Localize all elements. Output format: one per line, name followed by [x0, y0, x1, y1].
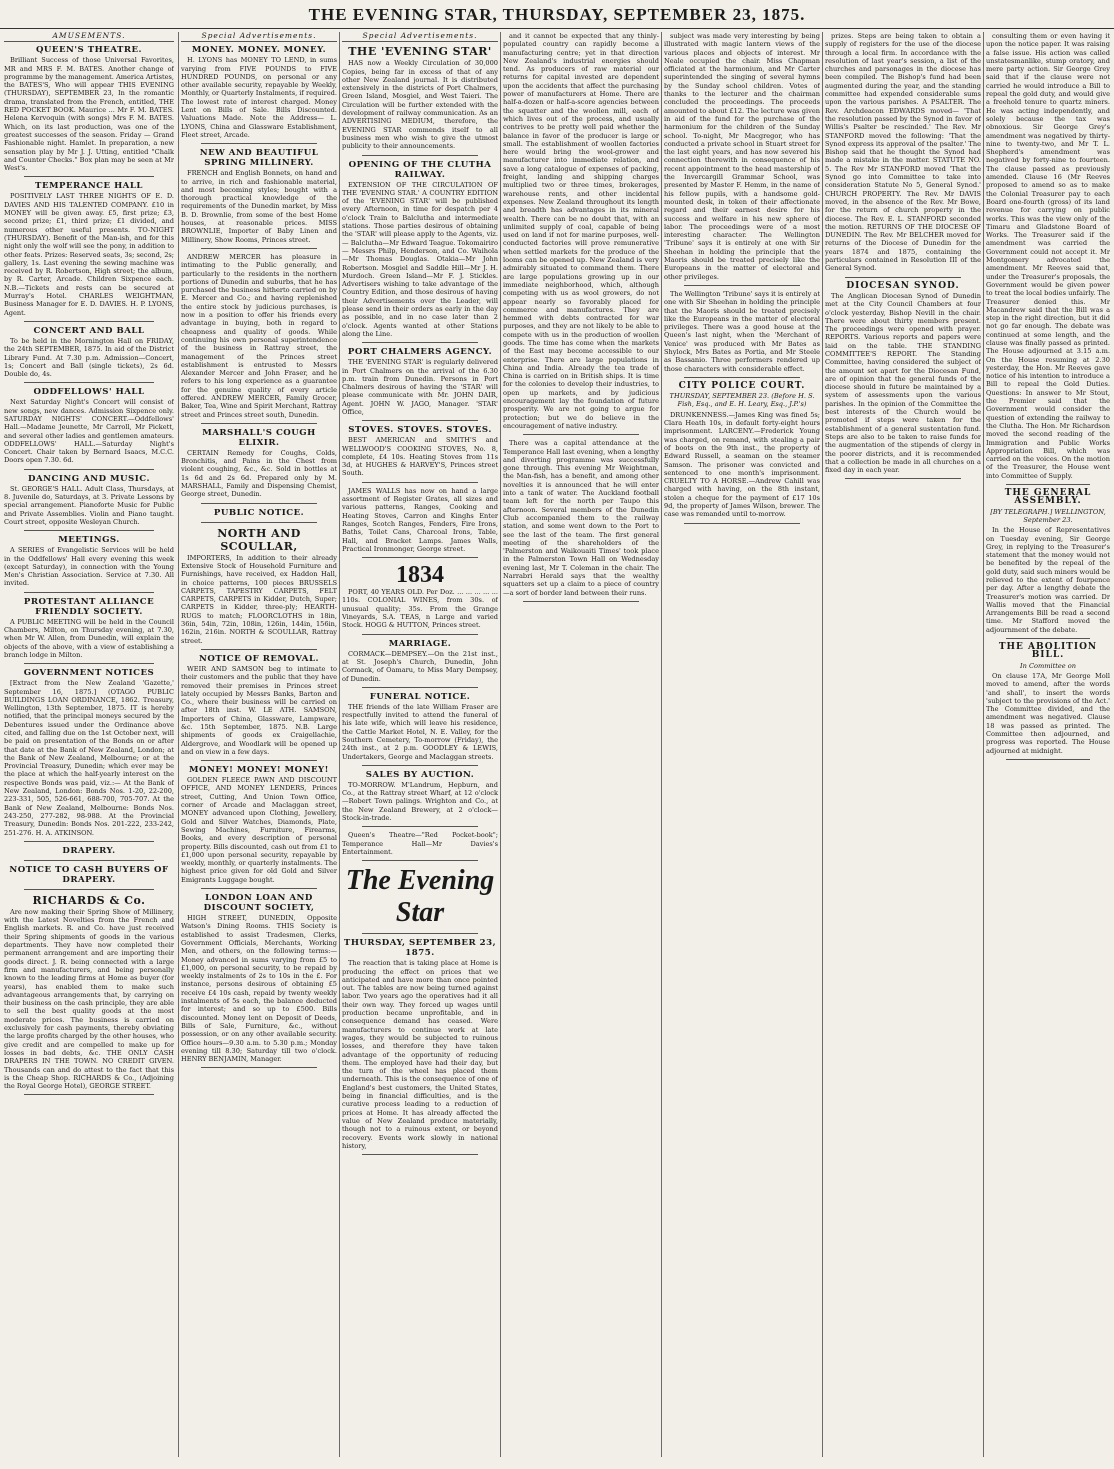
advertisement: [342, 692, 498, 761]
advertisement: [181, 893, 337, 1063]
column-rule: [339, 32, 340, 1457]
ad-heading: THE 'EVENING STAR': [348, 45, 492, 59]
advertisement: [342, 831, 498, 856]
divider: [24, 841, 154, 842]
ad-heading: PUBLIC NOTICE.: [213, 507, 305, 518]
divider: [24, 321, 154, 322]
column-4: [503, 32, 659, 1457]
column-rule: [178, 32, 179, 1457]
divider: [523, 601, 639, 602]
ad-heading: DANCING AND MUSIC.: [28, 473, 150, 484]
article-headline: THE GENERAL ASSEMBLY.: [1004, 488, 1092, 507]
news-article: [986, 643, 1110, 755]
body-text: and it cannot be expected that any thinly-populated country can rapidly become a manufacturing centre; yet in that direction New Zealand's industrial energies should tend. As producers of raw material our returns for capital invested are dependent upon the accidents that affect the purchasing power of manufacturers at Home. There are half-a-dozen or half-a-score agencies between the squatter and the woollen mill, each of which lives out of the process, and usually contrives to be pretty well paid whether the balance in favor of the producer is large or small. The establishment of woollen factories here would bring the wool-grower and manufacturer into immediate relation, and save a long catalogue of expenses of packing, freight, landing and shipping charges multiplied two or three times, brokerages, warehouse rents, and other incidental expenses. New Zealand throughout its length and breadth has advantages in its mineral wealth. There can be no doubt that, with an unlimited supply of coal, capable of being used on land if not for marine purposes, well-conducted factories will prove remunerative when settled markets for the produce of the looms can be opened up. New Zealand is very admirably situated to command them. There are large populations growing up in our immediate neighborhood, which, although competing with us as wool growers, do not appear nearly so favorably placed for commerce and manufactures. They are hemmed with debts contracted for war purposes, and they are not likely to be able to compete with us in the production of woollen goods. The time has come when the markets of the East may become accessible to our enterprise. There are large populations in China and India. Already the tea trade of China is carried on in British ships. It is time for the colonies to develop their industries, to open up markets, and by judicious encouragement lay the foundation of future prosperity. We are not going to argue for protection; but we do believe in the encouragement of native industry.: [503, 32, 659, 430]
body-text: FRENCH and English Bonnets, on hand and to arrive, in rich and fashionable material, and most becoming styles; bought with a thorough practical knowledge of the requirements of the Dunedin market, by Miss B. D. Brownlie, from some of the best Home houses, at reasonable prices. MISS BROWNLIE, Importer of Baby Linen and Millinery, Show Rooms, Princes street.: [181, 169, 337, 244]
advertisement: [4, 45, 174, 172]
divider: [24, 176, 154, 177]
divider: [362, 634, 478, 635]
advertisement: [4, 668, 174, 837]
column-7: [986, 32, 1110, 1457]
news-article: [986, 489, 1110, 634]
ad-heading: 1834: [396, 562, 444, 589]
column-heading: AMUSEMENTS.: [4, 32, 174, 42]
body-text: EXTENSION OF THE CIRCULATION OF THE 'EVENING STAR.' A COUNTRY EDITION of the 'EVENING STAR' will be published every Afternoon, in time for despatch per 4 o'clock Train to Balclutha and intermediate stations. Those parties desirous of obtaining the 'STAR' will please apply to the Agents, viz.— Balclutha—Mr Edward Teague. Tokomairiro — Messrs Philp, Henderson, and Co. Waihola—Mr Thomas Douglas. Otakia—Mr John Robertson. Mosgiel and Saddle Hill—Mr J. H. Murdoch. Green Island—Mr F. J. Stickles. Advertisers wishing to take advantage of the Country Edition, and those desirous of having their Advertisements over the Leader, will please send in their orders as early in the day as possible, and in no case later than 2 o'clock. Agents wanted at other Stations along the Line.: [342, 180, 498, 338]
body-text: IMPORTERS, In addition to their already Extensive Stock of Household Furniture and Furnishings, have received, ex Haddon Hall, in choice patterns, 100 pieces BRUSSELS CARPETS, TAPESTRY CARPETS, FELT CARPETS, CARPETS in Kidder, Dutch, Super; CARPETS in Kidder, three-ply; HEARTH-RUGS to match; FLOORCLOTHS in 18in, 36in, 54in, 72in, 108in, 126in, 144in, 156in, 162in, 216in. NORTH & SCOULLAR, Rattray street.: [181, 553, 337, 645]
ad-heading: NORTH AND SCOULLAR,: [217, 526, 301, 553]
divider: [362, 342, 478, 343]
divider: [24, 382, 154, 383]
body-text: PORT, 40 YEARS OLD. Per Doz. ... ... ... ... ... 110s. COLONIAL WINES, from 30s. of unusual quality; 35s. From the Grange Vineyards, S.A. TEAS, n Large and varied Stock. HOGG & HUTTON, Princes street.: [342, 588, 498, 630]
advertisement: [664, 32, 820, 281]
advertisement: [4, 894, 174, 1091]
advertisement: [181, 527, 337, 645]
ad-heading: NEW AND BEAUTIFUL SPRING MILLINERY.: [199, 148, 319, 169]
article-headline: DIOCESAN SYNOD.: [846, 280, 960, 291]
article-dateline: In Committee on: [1020, 661, 1076, 670]
ad-heading: THURSDAY, SEPTEMBER 23, 1875.: [343, 938, 497, 959]
divider: [201, 503, 317, 504]
divider: [362, 482, 478, 483]
advertisement: [181, 45, 337, 139]
body-text: ANDREW MERCER has pleasure in intimating to the Public generally, and particularly to the residents in the northern portions of Dunedin and suburbs, that he has purchased the business hitherto carried on by E. Mercer and Co.; and having replenished the entire stock by judicious purchases, is now in a position to offer his friends every advantage in buying, both in regard to cheapness and quality of goods. While continuing his own personal superintendence of the business in Rattray street, the management of the Princes street establishment is entrusted to Messrs Alexander Mercer and John Fraser, and he refers to his long experience as a guarantee for the genuine quality of every article offered. ANDREW MERCER, Family Grocer, Baker, Tea, Wine and Spirit Merchant, Rattray street and Princes street south, Dunedin.: [181, 252, 337, 419]
advertisement: [825, 32, 981, 273]
divider: [201, 143, 317, 144]
advertisement: [342, 865, 498, 929]
column-1: [4, 32, 174, 1457]
advertisement: [181, 508, 337, 518]
ad-heading: QUEEN'S THEATRE.: [35, 45, 143, 56]
divider: [24, 530, 154, 531]
advertisement: [4, 597, 174, 659]
divider: [845, 478, 961, 479]
divider: [201, 649, 317, 650]
divider: [362, 155, 478, 156]
paper-title: The Evening Star: [345, 865, 495, 929]
ad-heading: CONCERT AND BALL: [33, 325, 145, 336]
body-text: BEST AMERICAN and SMITH'S and WELLWOOD'S COOKING STOVES, No. 8, complete, £4 10s. Heating Stoves from 11s 3d, at HUGHES & HARVEY'S, Princes street South.: [342, 436, 498, 478]
column-rule: [661, 32, 662, 1457]
ad-heading: GOVERNMENT NOTICES: [23, 668, 155, 679]
body-text: prizes. Steps are being taken to obtain a supply of registers for the use of the diocese through a local firm. In accordance with the resolution of last year's session, a list of the churches and parsonages in the diocese has been compiled. The Bishop's fund had been augmented during the year, and the standing committee had expended considerable sums upon the various parishes. A PSALTER. The Rev. Archdeacon EDWARDS moved— 'That the resolution passed by the Synod in favor of Willis's Psalter be rescinded.' The Rev. Mr STANFORD moved the following: 'That the Synod express its approval of the psalter.' The Bishop said that he thought the Synod had made a mistake in the matter. STATUTE NO. 5. The Rev Mr STANFORD moved 'That the Synod go into Committee to take into consideration Statute No 5, General Synod.' CHURCH PROPERTY. The Rev. Mr DAVIS moved, in the absence of the Rev. Mr Bowe, for the return of church property in the diocese. The Rev. E. L. STANFORD seconded the motion. RETURNS OF THE DIOCESE OF DUNEDIN. The Rev. Mr BELCHER moved for returns of the Diocese of Dunedin for the years 1874 and 1875, containing the particulars contained in Resolution III of the General Synod.: [825, 32, 981, 273]
article-dateline: [BY TELEGRAPH.] WELLINGTON, September 23.: [990, 507, 1106, 524]
advertisement: [342, 347, 498, 416]
ad-heading: OPENING OF THE CLUTHA RAILWAY.: [348, 159, 492, 180]
body-text: The Anglican Diocesan Synod of Dunedin met at the City Council Chambers at four o'clock yesterday, Bishop Nevill in the chair. There were about thirty members present. The proceedings were opened with prayer. REPORTS. Various reports and papers were laid on the table. THE STANDING COMMITTEE'S REPORT. The Standing Committee, having considered the subject of the amount set apart for the Diocesan Fund, are of opinion that the general funds of the diocese should in future be maintained by a system of assessments upon the various parishes. In the opinion of the Committee the best interests of the Church would be promoted if steps were taken for the establishment of a general sustentation fund. Steps are also to be taken to raise funds for the augmentation of the stipends of clergy in the poorer districts, and it is recommended that a collection be made in all churches on a fixed day in each year.: [825, 291, 981, 475]
divider: [684, 377, 800, 378]
ad-heading: MEETINGS.: [58, 535, 120, 546]
divider: [1006, 484, 1090, 485]
column-rule: [983, 32, 984, 1457]
ad-heading: RICHARDS & Co.: [32, 893, 146, 907]
advertisement: [664, 290, 820, 373]
divider: [24, 663, 154, 664]
advertisement: [342, 45, 498, 150]
body-text: DRUNKENNESS.—James King was fined 5s; Clara Heath 10s, in default forty-eight hours imprisonment. LARCENY.—Frederick Young was charged, on remand, with stealing a pair of boots on the 9th inst., the property of Edward Russell, a seaman on the steamer Samson. The prisoner was convicted and sentenced to one month's imprisonment. CRUELTY TO A HORSE.—Andrew Cahill was charged with having, on the 8th instant, stolen a cheque for the payment of £17 10s 9d, the property of James Wilson, brewer. The case was remanded until to-morrow.: [664, 410, 820, 519]
column-5: [664, 32, 820, 1457]
body-text: A PUBLIC MEETING will be held in the Council Chambers, Milton, on Thursday evening, at 7.30, when Mr W. Allen, from Dunedin, will explain the objects of the above, with a view of establishing a branch lodge in Milton.: [4, 617, 174, 659]
body-text: WEIR AND SAMSON beg to intimate to their customers and the public that they have removed their premises in Princes street lately occupied by Messrs Banks, Barton and Co., where their business will be carried on after 18th inst. W. LE ATH. SAMSON, Importers of China, Glassware, Lampware, &c. 15th September, 1875. N.B. Large shipments of goods ex Craigellachie, Aldergrove, and Woodlark will be opened up and on view in a few days.: [181, 664, 337, 756]
ad-heading: PORT CHALMERS AGENCY.: [347, 347, 493, 358]
body-text: Brilliant Success of those Universal Favorites, MR and MRS F. M. BATES. Another change of programme by the management. America Artistes, the BATES'S, Who will appear THIS EVENING (THURSDAY), SEPTEMBER 23, In the romantic drama, translated from the French, entitled, THE RED POCKET BOOK. Maurice ... Mr F. M. BATES. Helena Kervoquin (with songs) Mrs F. M. BATES. Which, on its last production, was one of the greatest successes of the season. Friday — Grand Fashionable night. Hamlet. In preparation, a new sensation play by Mr J. J. Utting, entitled "Chalk and Counter Checks." Box plan may be seen at Mr West's.: [4, 56, 174, 173]
divider: [24, 860, 154, 861]
column-rule: [822, 32, 823, 1457]
advertisement: [4, 474, 174, 526]
news-article: [825, 282, 981, 475]
divider: [1006, 638, 1090, 639]
ad-heading: MONEY! MONEY! MONEY!: [189, 765, 329, 776]
body-text: CORMACK—DEMPSEY.—On the 21st inst., at St. Joseph's Church, Dunedin, John Cormack, of Oamaru, to Miss Mary Dempsey, of Dunedin.: [342, 649, 498, 683]
ad-heading: MARSHALL'S COUGH ELIXIR.: [202, 427, 316, 448]
body-text: JAMES WALLS has now on hand a large assortment of Register Grates, all sizes and various patterns, Ranges, Cooking and Heating Stoves, Carron and Kinghs Enter Ranges, Scotch Ranges, Fenders, Fire Irons, Baths, Toilet Cans, Charcoal Irons, Table, Hall, and Bracket Lamps. James Walls, Practical Ironmonger, George street.: [342, 486, 498, 553]
article-dateline: THURSDAY, SEPTEMBER 23. (Before H. S. Fish, Esq., and E. H. Leary, Esq., J.P.'s): [669, 392, 815, 409]
advertisement: [342, 770, 498, 822]
advertisement: [181, 765, 337, 884]
divider: [201, 423, 317, 424]
article-headline: CITY POLICE COURT.: [678, 380, 806, 391]
advertisement: [986, 32, 1110, 480]
advertisement: [181, 428, 337, 499]
news-article: [664, 382, 820, 519]
divider: [845, 277, 961, 278]
divider: [362, 933, 478, 934]
ad-heading: NOTICE OF REMOVAL.: [199, 653, 319, 664]
advertisement: [342, 639, 498, 683]
body-text: HIGH STREET, DUNEDIN, Opposite Watson's Dining Rooms. THIS Society is established to assist Tradesmen, Clerks, Government Officials, Merchants, Working Men, and others, on the following terms:— Money advanced in sums varying from £5 to £1,000, on personal security, to be repaid by weekly instalments of 2s to 10s in the £. For instance, persons desirous of obtaining £5 receive £4 10s cash, repaid by twenty weekly instalments of 5s each, the balance deducted for interest; and so up to £500. Bills discounted. Money lent on Deposit of Deeds, Bills of Sale, Furniture, &c., without possession, or on any other available security. Office hours—9.30 a.m. to 5.30 p.m.; Monday evening till 8.30; Saturday till two o'clock. HENRY BENJAMIN, Manager.: [181, 914, 337, 1064]
ad-heading: SALES BY AUCTION.: [365, 769, 475, 780]
divider: [201, 888, 317, 889]
body-text: POSITIVELY LAST THREE NIGHTS OF E. D. DAVIES AND HIS TALENTED COMPANY. £10 in MONEY will be given away. £5, first prize; £3, second prize; £1, third prize; £1 divided, and numerous other useful presents. TO-NIGHT (THURSDAY). Benefit of the Man-ish, and for this night only the wolf will see the pony, in addition to other feats. Prizes: Reserved seats, 3s; second, 2s; gallery, 1s. Last evening the sewing machine was received by R. Robertson, High street; the album, by R. Carter, Arcade. Children Sixpence each. N.B.—Tickets and rests can be secured at Murray's Hotel. CHARLES WEIGHTMAN, Business Manager for E. D. DAVIES. H. P. LYONS, Agent.: [4, 192, 174, 317]
advertisement: [4, 846, 174, 856]
advertisement: [342, 487, 498, 553]
body-text: consulting them or even having it upon the notice paper. It was raising a false issue. His action was called unstatesmanlike, stump oratory, and mere party action. Sir George Grey said that if the clause were not carried he would introduce a Bill to repeal the gold duty, and would give a freehold tenure to quartz miners. He was acting independently, and solely because the tax was obnoxious. Sir George Grey's amendment was negatived by thirty-nine to twenty-two, and Mr T. L. Shepherd's amendment was negatived by forty-nine to fourteen. The clause passed as previously amended. Clause 16 (Mr Reeves proposed to amend so as to make the Colonial Treasurer pay to each Board one-fourth (gross) of its land revenue for carrying on public works. This was the view only of the Timaru and Gladstone Board of Works. The Treasurer said if the amendment was carried the Government could not accept it. Mr Montgomery advocated the amendment. Mr Reeves said that, under the Treasurer's proposals, the Government would be given power to treat the local bodies unfairly. The Treasurer denied this. Mr Macandrew said that the Bill was a step in the right direction, but it did not go far enough. The debate was continued at some length, and the clause was finally passed as printed. The House adjourned at 3.15 a.m. On the House resuming at 2.30 yesterday, the Hon. Mr Reeves gave notice of his intention to introduce a Bill to repeal the Gold Duties. Questions: In answer to Mr Stout, the Premier said that the Government would consider the question of extending the railway to the Clutha. The Hon. Mr Richardson moved the second reading of the Immigration and Public Works Appropriation Bill, which was carried on the voices. On the motion of the Treasurer, the House went into Committee of Supply.: [986, 32, 1110, 480]
divider: [201, 1067, 317, 1068]
ad-heading: NOTICE TO CASH BUYERS OF DRAPERY.: [9, 864, 169, 885]
divider: [362, 687, 478, 688]
advertisement: [503, 32, 659, 430]
advertisement: [342, 562, 498, 629]
body-text: There was a capital attendance at the Temperance Hall last evening, when a lengthy and diverting programme was successfully gone through. This evening Mr Weightman, the Man-fish, has a benefit, and among other novelties it is announced that he will enter into a tank of water. The Auckland football team left for the north per Taupo this afternoon. Several members of the Dunedin Club accompanied them to the railway station, and some went down to the Port to see the last of the team. The first general meeting of the shareholders of the 'Palmerston and Waikouaiti Times' took place in the Palmerston Town Hall on Wednesday evening last, Mr T. Coleman in the chair. The Narrabri Herald says that the wealthy squatters set up a claim to a piece of country—a sort of border land between their runs.: [503, 439, 659, 597]
body-text: THE 'EVENING STAR' is regularly delivered in Port Chalmers on the arrival of the 6.30 p.m. train from Dunedin. Persons in Port Chalmers desirous of having the 'STAR' will please communicate with Mr. JOHN DAIR, Agent. JOHN W. JAGO, Manager. 'STAR' Office,: [342, 358, 498, 416]
body-text: In the House of Representatives on Tuesday evening, Sir George Grey, in replying to the Treasurer's statement that the money would not be benefited by the repeal of the gold duty, said such miners would be relieved to the extent of fourpence per day. After a lengthy debate the Treasurer's motion was carried. Dr Wallis moved that the Financial Arrangements Bill be read a second time. Mr Stafford moved the adjournment of the debate.: [986, 526, 1110, 634]
divider: [24, 889, 154, 890]
advertisement: [342, 425, 498, 477]
divider: [362, 860, 478, 861]
article-headline: THE ABOLITION BILL.: [998, 642, 1098, 661]
body-text: THE friends of the late William Fraser are respectfully invited to attend the funeral of his late wife, which will leave his residence, the Cattle Market Hotel, N. E. Valley, for the Southern Cemetery, To-morrow (Friday), the 24th inst., at 2 p.m. GOODLEY & LEWIS, Undertakers, George and Maclaggan streets.: [342, 702, 498, 761]
advertisement: [342, 938, 498, 1150]
divider: [523, 434, 639, 435]
body-text: Queen's Theatre—"Red Pocket-book"; Temperance Hall—Mr Davies's Entertainment.: [342, 831, 498, 856]
ad-heading: TEMPERANCE HALL: [35, 181, 143, 192]
column-6: [825, 32, 981, 1457]
masthead-title: THE EVENING STAR, THURSDAY, SEPTEMBER 23, 1875.: [308, 5, 806, 24]
body-text: A SERIES of Evangelistic Services will be held in the Oddfellows' Hall every evening this week (except Saturday), in connection with the Young Men's Christian Association. Service at 7.30. All invited.: [4, 546, 174, 588]
advertisement: [181, 148, 337, 244]
divider: [24, 1094, 154, 1095]
advertisement: [4, 387, 174, 464]
ad-heading: DRAPERY.: [62, 845, 116, 856]
advertisement: [4, 181, 174, 316]
body-text: GOLDEN FLEECE PAWN AND DISCOUNT OFFICE, AND MONEY LENDERS, Princes street, Cutting, And Union Town Office, corner of Arcade and Maclaggan street, MONEY advanced upon Clothing, Jewellery, Gold and Silver Watches, Diamonds, Plate, Sewing Machines, Furniture, Firearms, Books, and every description of personal property. Bills discounted, cash out from £1 to £1,000 upon personal security, repayable by weekly, monthly, or quarterly instalments. The highest price given for old Gold and Silver Emigrants Luggage bought.: [181, 776, 337, 884]
divider: [201, 522, 317, 523]
divider: [362, 826, 478, 827]
body-text: HAS now a Weekly Circulation of 30,000 Copies, being far in excess of that of any other New Zealand journal. It is distributed extensively in the districts of Port Chalmers, Green Island, Mosgiel, and West Taieri. The Circulation will be further extended with the development of railway communication. As an ADVERTISING MEDIUM, therefore, the EVENING STAR commends itself to all business men who wish to give the utmost publicity to their announcements.: [342, 59, 498, 151]
body-text: subject was made very interesting by being illustrated with magic lantern views of the various places and objects of interest. Mr Neale occupied the chair. Miss Chapman officiated at the harmonium, and Mr Carter superintended the singing of several hymns by the Sunday school children. Votes of thanks to the lecturer and the chairman concluded the proceedings. The proceeds amounted to about £12. The lecture was given in aid of the fund for the purchase of the harmonium for the children of the Sunday school. To-night, Mr Macgregor, who has conducted a private school in Stuart street for the last eight years, and has now severed his connection therewith in consequence of his recent appointment to the head mastership of the Invercargill Grammar School, was presented by Master F. Hemm, in the name of his fellow pupils, with a handsome gold-mounted desk, in token of their affectionate regard and their earnest desire for his success and welfare in his new sphere of labor. The proceedings were of a most interesting character. The Wellington 'Tribune' says it is entirely at one with Sir Sheehan in holding the principle that the Maoris should be treated precisely like the Europeans in the matter of electoral and other privileges.: [664, 32, 820, 281]
masthead: [0, 0, 1114, 29]
body-text: To be held in the Mornington Hall on FRIDAY, the 24th SEPTEMBER, 1875. In aid of the District Library Fund. At 7.30 p.m. Admission—Concert, 1s; Concert and Ball (single tickets), 2s 6d. Double do, 4s.: [4, 336, 174, 379]
divider: [684, 285, 800, 286]
body-text: The reaction that is taking place at Home is producing the effect on prices that we anticipated and have more than once pointed out. The tables are now being turned against labor. Two years ago the operatives had it all their own way. They forced up wages until production became unprofitable, and in consequence demand has ceased. Were manufacturers to continue work at late wages, they would be subjected to ruinous losses, and therefore they have taken advantage of the opportunity of reducing them. The employed have had their day, but the turn of the wheel has placed them underneath. This is the consequence of one of England's best customers, the United States, being in financial difficulties, and is the curative process leading to a reduction of prices at Home. It has already affected the value of New Zealand produce materially, though not to a ruinous extent, or beyond recovery. Events work slowly in national history,: [342, 959, 498, 1150]
ad-heading: STOVES. STOVES. STOVES.: [348, 425, 492, 436]
advertisement: [181, 253, 337, 419]
body-text: On clause 17A, Mr George Moll moved to amend, after the words 'and shall', to insert the words 'subject to the provisions of the Act.' The Committee divided, and the amendment was negatived. Clause 18 was passed as printed. The Committee then adjourned, and progress was reported. The House adjourned at midnight.: [986, 671, 1110, 755]
divider: [201, 760, 317, 761]
advertisement: [181, 654, 337, 756]
ad-heading: PROTESTANT ALLIANCE FRIENDLY SOCIETY.: [23, 596, 155, 617]
divider: [24, 592, 154, 593]
divider: [684, 523, 800, 524]
divider: [362, 765, 478, 766]
advertisement: [342, 160, 498, 339]
divider: [24, 469, 154, 470]
column-heading: Special Advertisements.: [342, 32, 498, 42]
divider: [1006, 759, 1090, 760]
divider: [201, 248, 317, 249]
ad-heading: MONEY. MONEY. MONEY.: [191, 45, 327, 56]
ad-heading: MARRIAGE.: [388, 638, 452, 649]
column-rule: [500, 32, 501, 1457]
advertisement: [503, 439, 659, 597]
column-3: [342, 32, 498, 1457]
ad-heading: LONDON LOAN AND DISCOUNT SOCIETY,: [203, 893, 315, 914]
column-heading: Special Advertisements.: [181, 32, 337, 42]
ad-heading: FUNERAL NOTICE.: [369, 691, 471, 702]
divider: [362, 1154, 478, 1155]
advertisement: [4, 326, 174, 378]
advertisement: [4, 535, 174, 587]
body-text: TO-MORROW. M'Landrum, Hepburn, and Co., at the Rattray street Wharf, at 12 o'clock—Robert Town palings. Wrighton and Co., at the New Zealand Brewery, at 2 o'clock—Stock-in-trade.: [342, 780, 498, 823]
body-text: H. LYONS has MONEY TO LEND, in sums varying from FIVE POUNDS to FIVE HUNDRED POUNDS, on personal or any other available security, repayable by Weekly, Monthly, or Quarterly Instalments, if required. The lowest rate of interest charged. Money Lent on Bills of Sale. Bills Discounted. Valuations Made. Note the Address— L. LYONS, China and Glassware Establishment, Fleet street, Arcade.: [181, 56, 337, 139]
body-text: The Wellington 'Tribune' says it is entirely at one with Sir Sheehan in holding the principle that the Maoris should be treated precisely like the Europeans in the matter of electoral privileges. There was a good house at the Queen's last night, when the 'Merchant of Venice' was produced with Mr Bates as Shylock, Mrs Bates as Portia, and Mr Steele as Bassanio. Three performers rendered up those characters with considerable effect.: [664, 289, 820, 373]
body-text: Are now making their Spring Show of Millinery, with the Latest Novelties from the French and English markets. R. and Co. have just received their Spring shipments of goods in the various departments. They have now completed their permanent arrangement and are importing their goods direct. J. R. being connected with a large firm and manufacturers, and being personally known to the leading firms at Home as buyer (for years), has enabled them to make such advantageous arrangements that, by carrying on their business on the cash principle, they are able to sell the best quality goods at the most moderate prices. The business is carried on exclusively for cash payments, thereby obviating the large profits charged by the other houses, who give credit and are compelled to make up for losses in bad debts, &c. THE ONLY CASH DRAPERS IN THE TOWN. NO CREDIT GIVEN. Thousands can and do attest to the fact that this is the Cheap Shop. RICHARDS & Co., (Adjoining the Royal George Hotel), GEORGE STREET.: [4, 907, 174, 1091]
ad-heading: ODDFELLOWS' HALL: [33, 387, 145, 398]
column-2: [181, 32, 337, 1457]
body-text: Next Saturday Night's Concert will consist of new songs, new dances. Admission Sixpence only. SATURDAY NIGHTS' CONCERT.—Oddfellows' Hall.—Madame Jeunette, Mr Carroll, Mr Pickett, and several other ladies and gentlemen amateurs. ODDFELLOWS' HALL.—Saturday Night's Concert. Chair taken by Bernard Isaacs, M.C.C. Doors open 7.30. 6d.: [4, 398, 174, 465]
body-text: [Extract from the New Zealand 'Gazette,' September 16, 1875.] (OTAGO PUBLIC BUILDINGS LOAN ORDINANCE, 1862. Treasury, Wellington, 13th September, 1875. IT is hereby notified, that the principal moneys secured by the Debentures issued under the Ordinance above cited, and falling due on the 1st October next, will be paid on presentation of the Bonds on or after that date at the Bank of New Zealand, London; at the Bank of New Zealand, Melbourne; or at the Provincial Treasury, Dunedin; which ever may be the place at which the half-yearly interest on the respective Bonds was paid, viz.:— At the Bank of New Zealand, London: Bonds Nos. 1-20, 22-200, 223-331, 505, 526-661, 688-700, 705-707. At the Bank of New Zealand, Melbourne: Bonds Nos. 243-250, 277-282, 98-988. At the Provincial Treasury, Dunedin: Bonds Nos. 201-222, 233-242, 251-276. H. A. ATKINSON.: [4, 679, 174, 837]
advertisement: [4, 865, 174, 885]
body-text: St. GEORGE'S HALL. Adult Class, Thursdays, at 8. Juvenile do, Saturdays, at 3. Private Lessons by special arrangement. Pianoforte Music for Public and Private Assemblies. Violin and Piano taught. Court street, opposite Wesleyan Church.: [4, 484, 174, 526]
divider: [362, 557, 478, 558]
divider: [362, 420, 478, 421]
body-text: CERTAIN Remedy for Coughs, Colds, Bronchitis, and Pains in the Chest from violent coughing, &c., &c. Sold in bottles at 1s 6d and 2s 6d. Prepared only by M. MARSHALL, Family and Dispensing Chemist, George street, Dunedin.: [181, 448, 337, 499]
